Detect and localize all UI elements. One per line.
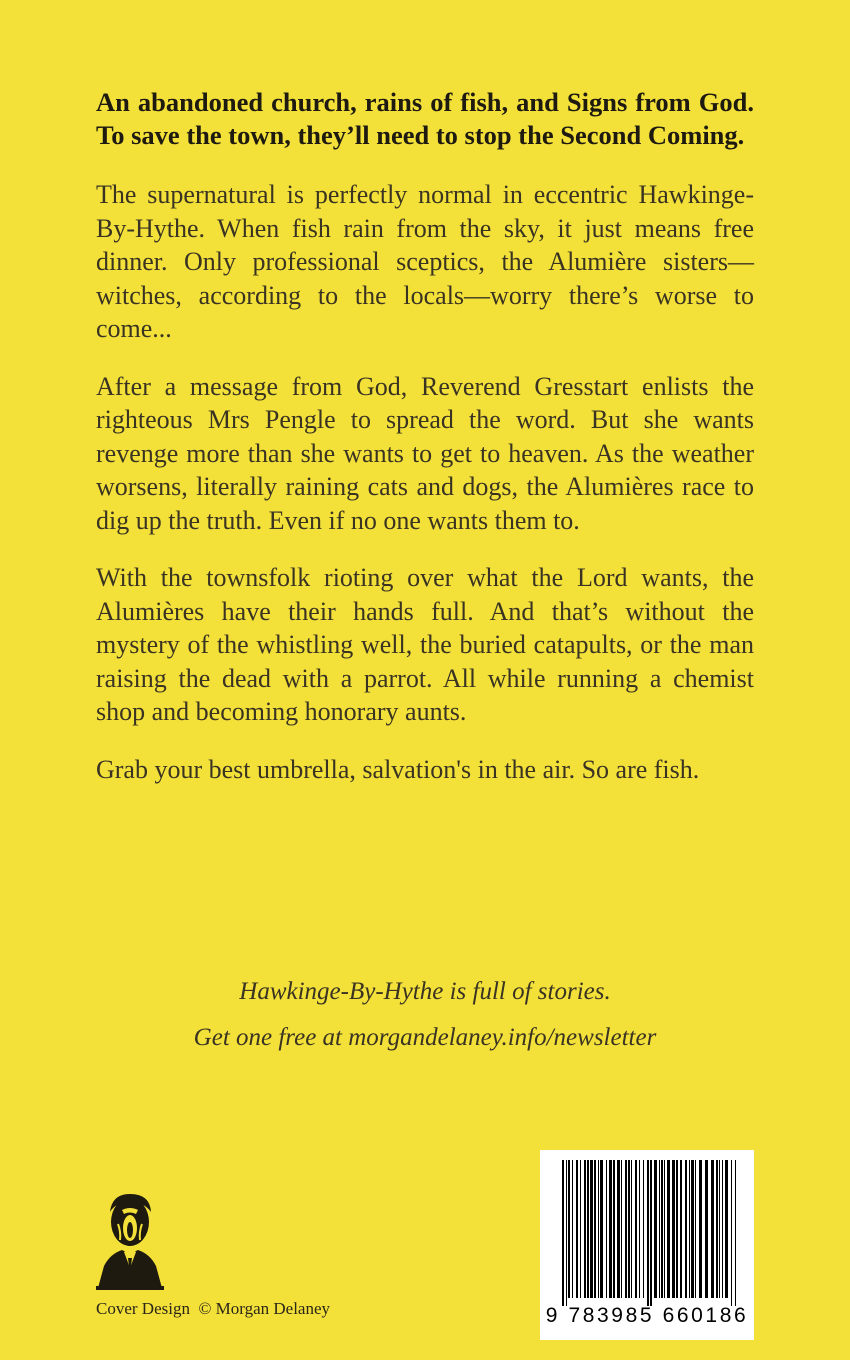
cover-design-credit: Cover Design © Morgan Delaney <box>96 1299 331 1318</box>
barcode-bar <box>568 1160 570 1298</box>
barcode-bar <box>631 1160 632 1298</box>
barcode-bar <box>587 1160 589 1298</box>
barcode-bar <box>711 1160 714 1298</box>
barcode-bar <box>691 1160 694 1298</box>
barcode-bar <box>625 1160 627 1298</box>
barcode-bar <box>699 1160 702 1298</box>
barcode-bar <box>643 1160 644 1298</box>
barcode-bar <box>650 1160 652 1306</box>
barcode-bar <box>647 1160 649 1306</box>
barcode-bar <box>661 1160 663 1298</box>
barcode-bar <box>584 1160 586 1298</box>
barcode-bar <box>609 1160 612 1298</box>
barcode-bar <box>654 1160 657 1298</box>
barcode-bar <box>580 1160 581 1298</box>
tagline: An abandoned church, rains of fish, and Signs from God. To save the town, they’ll need to stop the Second Coming. <box>96 87 754 150</box>
barcode-bar <box>667 1160 670 1298</box>
barcode-bar <box>672 1160 675 1298</box>
barcode-bar <box>676 1160 678 1298</box>
barcode-bar <box>664 1160 665 1298</box>
barcode-bar <box>572 1160 573 1298</box>
silhouette-portrait-icon <box>94 1188 166 1290</box>
barcode-bar <box>685 1160 687 1298</box>
promo-line-stories: Hawkinge-By-Hythe is full of stories. <box>239 978 611 1005</box>
promo-line-newsletter: Get one free at morgandelaney.info/newsletter <box>193 1024 657 1051</box>
barcode-bar <box>719 1160 720 1298</box>
blurb-paragraph-4: Grab your best umbrella, salvation's in the air. So are fish. <box>96 754 700 784</box>
barcode-bar <box>659 1160 660 1298</box>
barcode-bar <box>680 1160 682 1298</box>
barcode-bar <box>617 1160 620 1298</box>
barcode-bar <box>566 1160 567 1306</box>
barcode-bar <box>689 1160 690 1298</box>
barcode-bar <box>716 1160 718 1298</box>
barcode-bar <box>628 1160 630 1298</box>
barcode-bar <box>705 1160 708 1298</box>
barcode-bar <box>635 1160 637 1298</box>
barcode-bar <box>722 1160 723 1298</box>
barcode-bar <box>639 1160 640 1298</box>
isbn-number: 9 783985 660186 <box>545 1304 749 1327</box>
barcode-bar <box>735 1160 736 1306</box>
barcode-bar <box>606 1160 607 1298</box>
barcode-bar <box>576 1160 578 1298</box>
barcode-bar <box>731 1160 732 1306</box>
blurb-paragraph-2: After a message from God, Reverend Gresstart enlists the righteous Mrs Pengle to spread the word. But she wants revenge more than she wants to get to heaven. As the weather worsens, literally raining cats and dogs, the Alumières race to dig up the truth. Even if no one wants them to. <box>96 371 754 535</box>
barcode-bar <box>621 1160 622 1298</box>
isbn-barcode <box>540 1150 754 1340</box>
barcode-bar <box>695 1160 696 1298</box>
blurb-paragraph-3: With the townsfolk rioting over what the Lord wants, the Alumières have their hands full. And that’s without the mystery of the whistling well, the buried catapults, or the man raising the dead with a parrot. All while running a chemist shop and becoming honorary aunts. <box>96 563 754 726</box>
barcode-bar <box>725 1160 728 1298</box>
barcode-bar <box>600 1160 603 1298</box>
publisher-logo <box>94 1188 166 1290</box>
blurb-paragraph-1: The supernatural is perfectly normal in eccentric Hawkinge-By-Hythe. When fish rain from the sky, it just means free dinner. Only professional sceptics, the Alumière sisters—witches, according to the locals—worry there’s worse to come... <box>96 180 754 343</box>
barcode-bar <box>562 1160 564 1306</box>
back-cover-blurb <box>96 86 754 810</box>
barcode-bar <box>594 1160 596 1298</box>
barcode-bar <box>590 1160 593 1298</box>
barcode-bar <box>613 1160 615 1298</box>
barcode-bar <box>598 1160 599 1298</box>
